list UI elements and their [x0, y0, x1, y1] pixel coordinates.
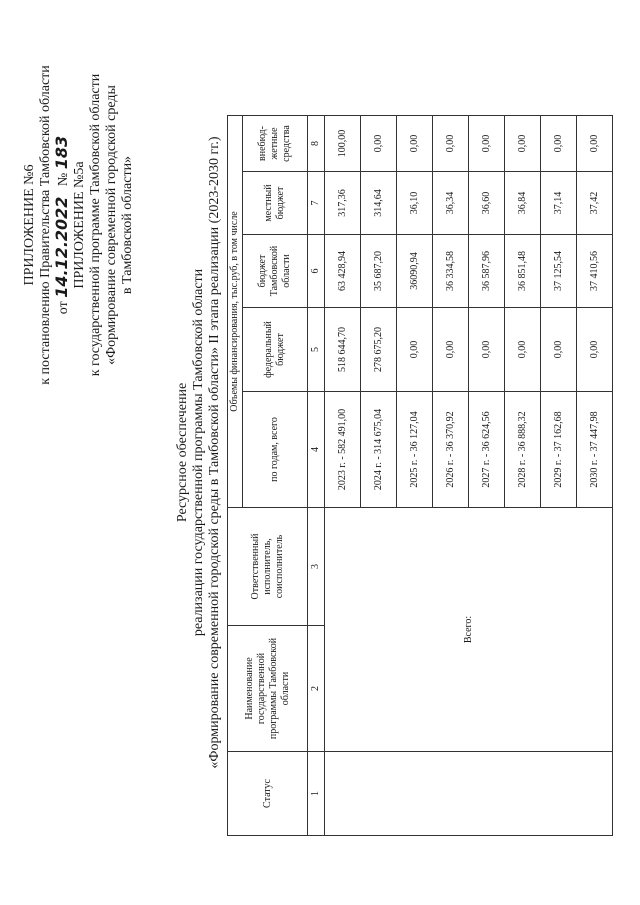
cell-extra: 0,00 [577, 116, 613, 172]
cell-extra: 100,00 [325, 116, 361, 172]
column-number: 2 [308, 626, 325, 752]
total-label: Всего: [325, 508, 613, 752]
cell-federal: 0,00 [469, 308, 505, 392]
header-regional: бюджет Тамбовской области [243, 235, 308, 308]
header-responsible: Ответственный исполнитель, соисполнитель [228, 508, 308, 626]
cell-extra: 0,00 [505, 116, 541, 172]
cell-federal: 0,00 [433, 308, 469, 392]
cell-federal: 0,00 [505, 308, 541, 392]
cell-extra: 0,00 [361, 116, 397, 172]
column-number: 7 [308, 172, 325, 235]
handwritten-number: 183 [52, 135, 71, 170]
column-number: 8 [308, 116, 325, 172]
header-federal: федеральный бюджет [243, 308, 308, 392]
header-program-name: Наименование государственной программы Тамбовской области [228, 626, 308, 752]
cell-local: 317,36 [325, 172, 361, 235]
cell-extra: 0,00 [397, 116, 433, 172]
cell-extra: 0,00 [541, 116, 577, 172]
cell-year-total: 2026 г. - 36 370,92 [433, 392, 469, 508]
column-number: 1 [308, 752, 325, 836]
cell-local: 36,84 [505, 172, 541, 235]
title-line-1: Ресурсное обеспечение [175, 382, 190, 523]
header-status: Статус [228, 752, 308, 836]
cell-federal: 0,00 [577, 308, 613, 392]
header-by-year: по годам, всего [243, 392, 308, 508]
column-number-row [308, 116, 325, 836]
cell-regional: 36 851,48 [505, 235, 541, 308]
table-row [325, 116, 361, 836]
column-number: 3 [308, 508, 325, 626]
cell-regional: 37 125,54 [541, 235, 577, 308]
cell-year-total: 2025 г. - 36 127,04 [397, 392, 433, 508]
cell-local: 36,60 [469, 172, 505, 235]
cell-federal: 0,00 [541, 308, 577, 392]
cell-regional: 36 587,96 [469, 235, 505, 308]
cell-local: 37,42 [577, 172, 613, 235]
header-local: местный бюджет [243, 172, 308, 235]
date-prefix: от [56, 301, 71, 315]
program-name-line-2: в Тамбовской области» [120, 155, 135, 295]
header-funding-group: Объемы финансирования, тыс.руб, в том числе [228, 116, 243, 508]
cell-year-total: 2029 г. - 37 162,68 [541, 392, 577, 508]
cell-regional: 36090,94 [397, 235, 433, 308]
appendix-5a-label: ПРИЛОЖЕНИЕ №5а [72, 161, 87, 289]
title-line-3: «Формирование современной городской среды в Тамбовской области» II этапа реализации (2023-2030 гг.) [207, 136, 222, 769]
cell-year-total: 2027 г. - 36 624,56 [469, 392, 505, 508]
cell-local: 314,64 [361, 172, 397, 235]
cell-year-total: 2024 г. - 314 675,04 [361, 392, 397, 508]
cell-extra: 0,00 [469, 116, 505, 172]
column-number: 6 [308, 235, 325, 308]
status-cell [325, 752, 613, 836]
appendix-6-label: ПРИЛОЖЕНИЕ №6 [22, 164, 37, 286]
cell-year-total: 2023 г. - 582 491,00 [325, 392, 361, 508]
cell-regional: 63 428,94 [325, 235, 361, 308]
cell-year-total: 2030 г. - 37 447,98 [577, 392, 613, 508]
cell-regional: 37 410,56 [577, 235, 613, 308]
cell-regional: 36 334,58 [433, 235, 469, 308]
header-extra: внебюд-жетные средства [243, 116, 308, 172]
cell-federal: 0,00 [397, 308, 433, 392]
column-number: 5 [308, 308, 325, 392]
decree-reference: к постановлению Правительства Тамбовской области [38, 65, 53, 385]
cell-local: 36,10 [397, 172, 433, 235]
number-prefix: № [56, 172, 71, 187]
cell-federal: 278 675,20 [361, 308, 397, 392]
cell-local: 37,14 [541, 172, 577, 235]
column-number: 4 [308, 392, 325, 508]
title-line-2: реализации государственной программы Тамбовской области [191, 268, 206, 637]
decree-date-line [54, 15, 72, 435]
appendix-header [22, 15, 136, 435]
cell-extra: 0,00 [433, 116, 469, 172]
program-name-line-1: «Формирование современной городской среды [104, 85, 119, 365]
cell-year-total: 2028 г. - 36 888,32 [505, 392, 541, 508]
handwritten-date: 14.12.2022 [52, 196, 71, 298]
cell-regional: 35 687,20 [361, 235, 397, 308]
cell-federal: 518 644,70 [325, 308, 361, 392]
cell-local: 36,34 [433, 172, 469, 235]
program-reference: к государственной программе Тамбовской области [88, 73, 103, 377]
funding-table [227, 115, 613, 836]
